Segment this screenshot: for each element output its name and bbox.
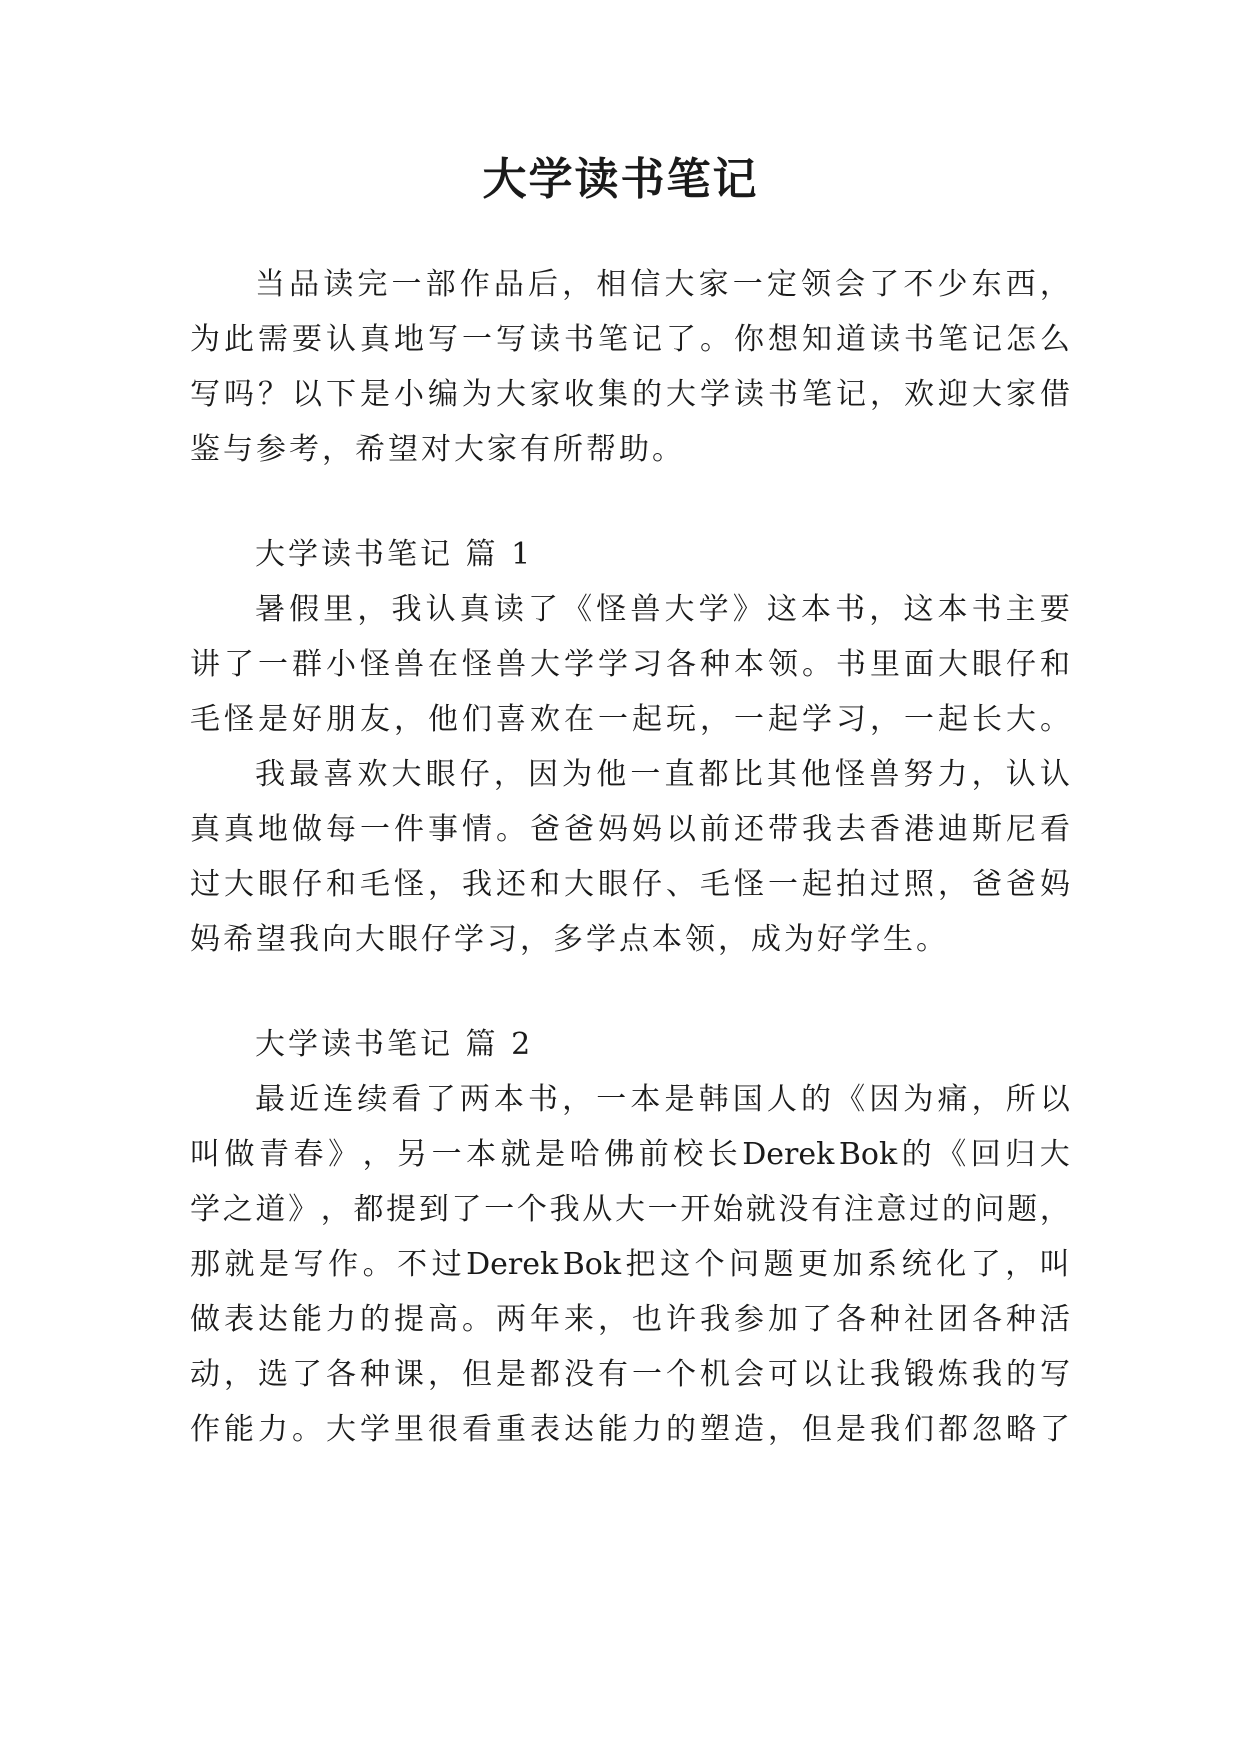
paragraph-line: 动 ， 选 了 各 种 课 ， 但 是 都 没 有 一 个 机 会 可 以 让 我 锻 炼 我 的 写 (190, 1357, 1070, 1392)
paragraph-line: 叫 做 青 春 》 ， 另 一 本 就 是 哈 佛 前 校 长 Derek Bok 的 《 回 归 大 (190, 1137, 1070, 1172)
paragraph-line: 我 最 喜 欢 大 眼 仔 ， 因 为 他 一 直 都 比 其 他 怪 兽 努 力 ， 认 认 (255, 757, 1070, 792)
paragraph-line: 最 近 连 续 看 了 两 本 书 ， 一 本 是 韩 国 人 的 《 因 为 痛 ， 所 以 (255, 1082, 1070, 1117)
paragraph-line: 作 能 力 。 大 学 里 很 看 重 表 达 能 力 的 塑 造 ， 但 是 我 们 都 忽 略 了 (190, 1412, 1070, 1447)
paragraph-line: 过 大 眼 仔 和 毛 怪 ， 我 还 和 大 眼 仔 、 毛 怪 一 起 拍 过 照 ， 爸 爸 妈 (190, 867, 1070, 902)
paragraph-line: 讲 了 一 群 小 怪 兽 在 怪 兽 大 学 学 习 各 种 本 领 。 书 里 面 大 眼 仔 和 (190, 647, 1070, 682)
document-title: 大学读书笔记 (482, 154, 759, 205)
paragraph-line: 暑 假 里 ， 我 认 真 读 了 《 怪 兽 大 学 》 这 本 书 ， 这 本 书 主 要 (255, 592, 1070, 627)
paragraph-line: 学 之 道 》 ， 都 提 到 了 一 个 我 从 大 一 开 始 就 没 有 注 意 过 的 问 题 ， (190, 1192, 1070, 1227)
paragraph-line: 真 真 地 做 每 一 件 事 情 。 爸 爸 妈 妈 以 前 还 带 我 去 香 港 迪 斯 尼 看 (190, 812, 1070, 847)
paragraph-line: 妈希望我向大眼仔学习，多学点本领，成为好学生。 (190, 922, 949, 957)
intro-line: 当 品 读 完 一 部 作 品 后 ， 相 信 大 家 一 定 领 会 了 不 少 东 西 ， (255, 267, 1070, 302)
section-heading: 大学读书笔记 篇 2 (255, 1027, 534, 1062)
paragraph-line: 毛 怪 是 好 朋 友 ， 他 们 喜 欢 在 一 起 玩 ， 一 起 学 习 ， 一 起 长 大 。 (190, 702, 1070, 737)
intro-line: 为 此 需 要 认 真 地 写 一 写 读 书 笔 记 了 。 你 想 知 道 读 书 笔 记 怎 么 (190, 322, 1070, 357)
paragraph-line: 那 就 是 写 作 。 不 过 Derek Bok 把 这 个 问 题 更 加 系 统 化 了 ， 叫 (190, 1247, 1070, 1282)
intro-line: 鉴与参考，希望对大家有所帮助。 (190, 432, 685, 467)
paragraph-line: 做 表 达 能 力 的 提 高 。 两 年 来 ， 也 许 我 参 加 了 各 种 社 团 各 种 活 (190, 1302, 1070, 1337)
section-heading: 大学读书笔记 篇 1 (255, 537, 534, 572)
intro-line: 写 吗 ？ 以 下 是 小 编 为 大 家 收 集 的 大 学 读 书 笔 记 ， 欢 迎 大 家 借 (190, 377, 1070, 412)
